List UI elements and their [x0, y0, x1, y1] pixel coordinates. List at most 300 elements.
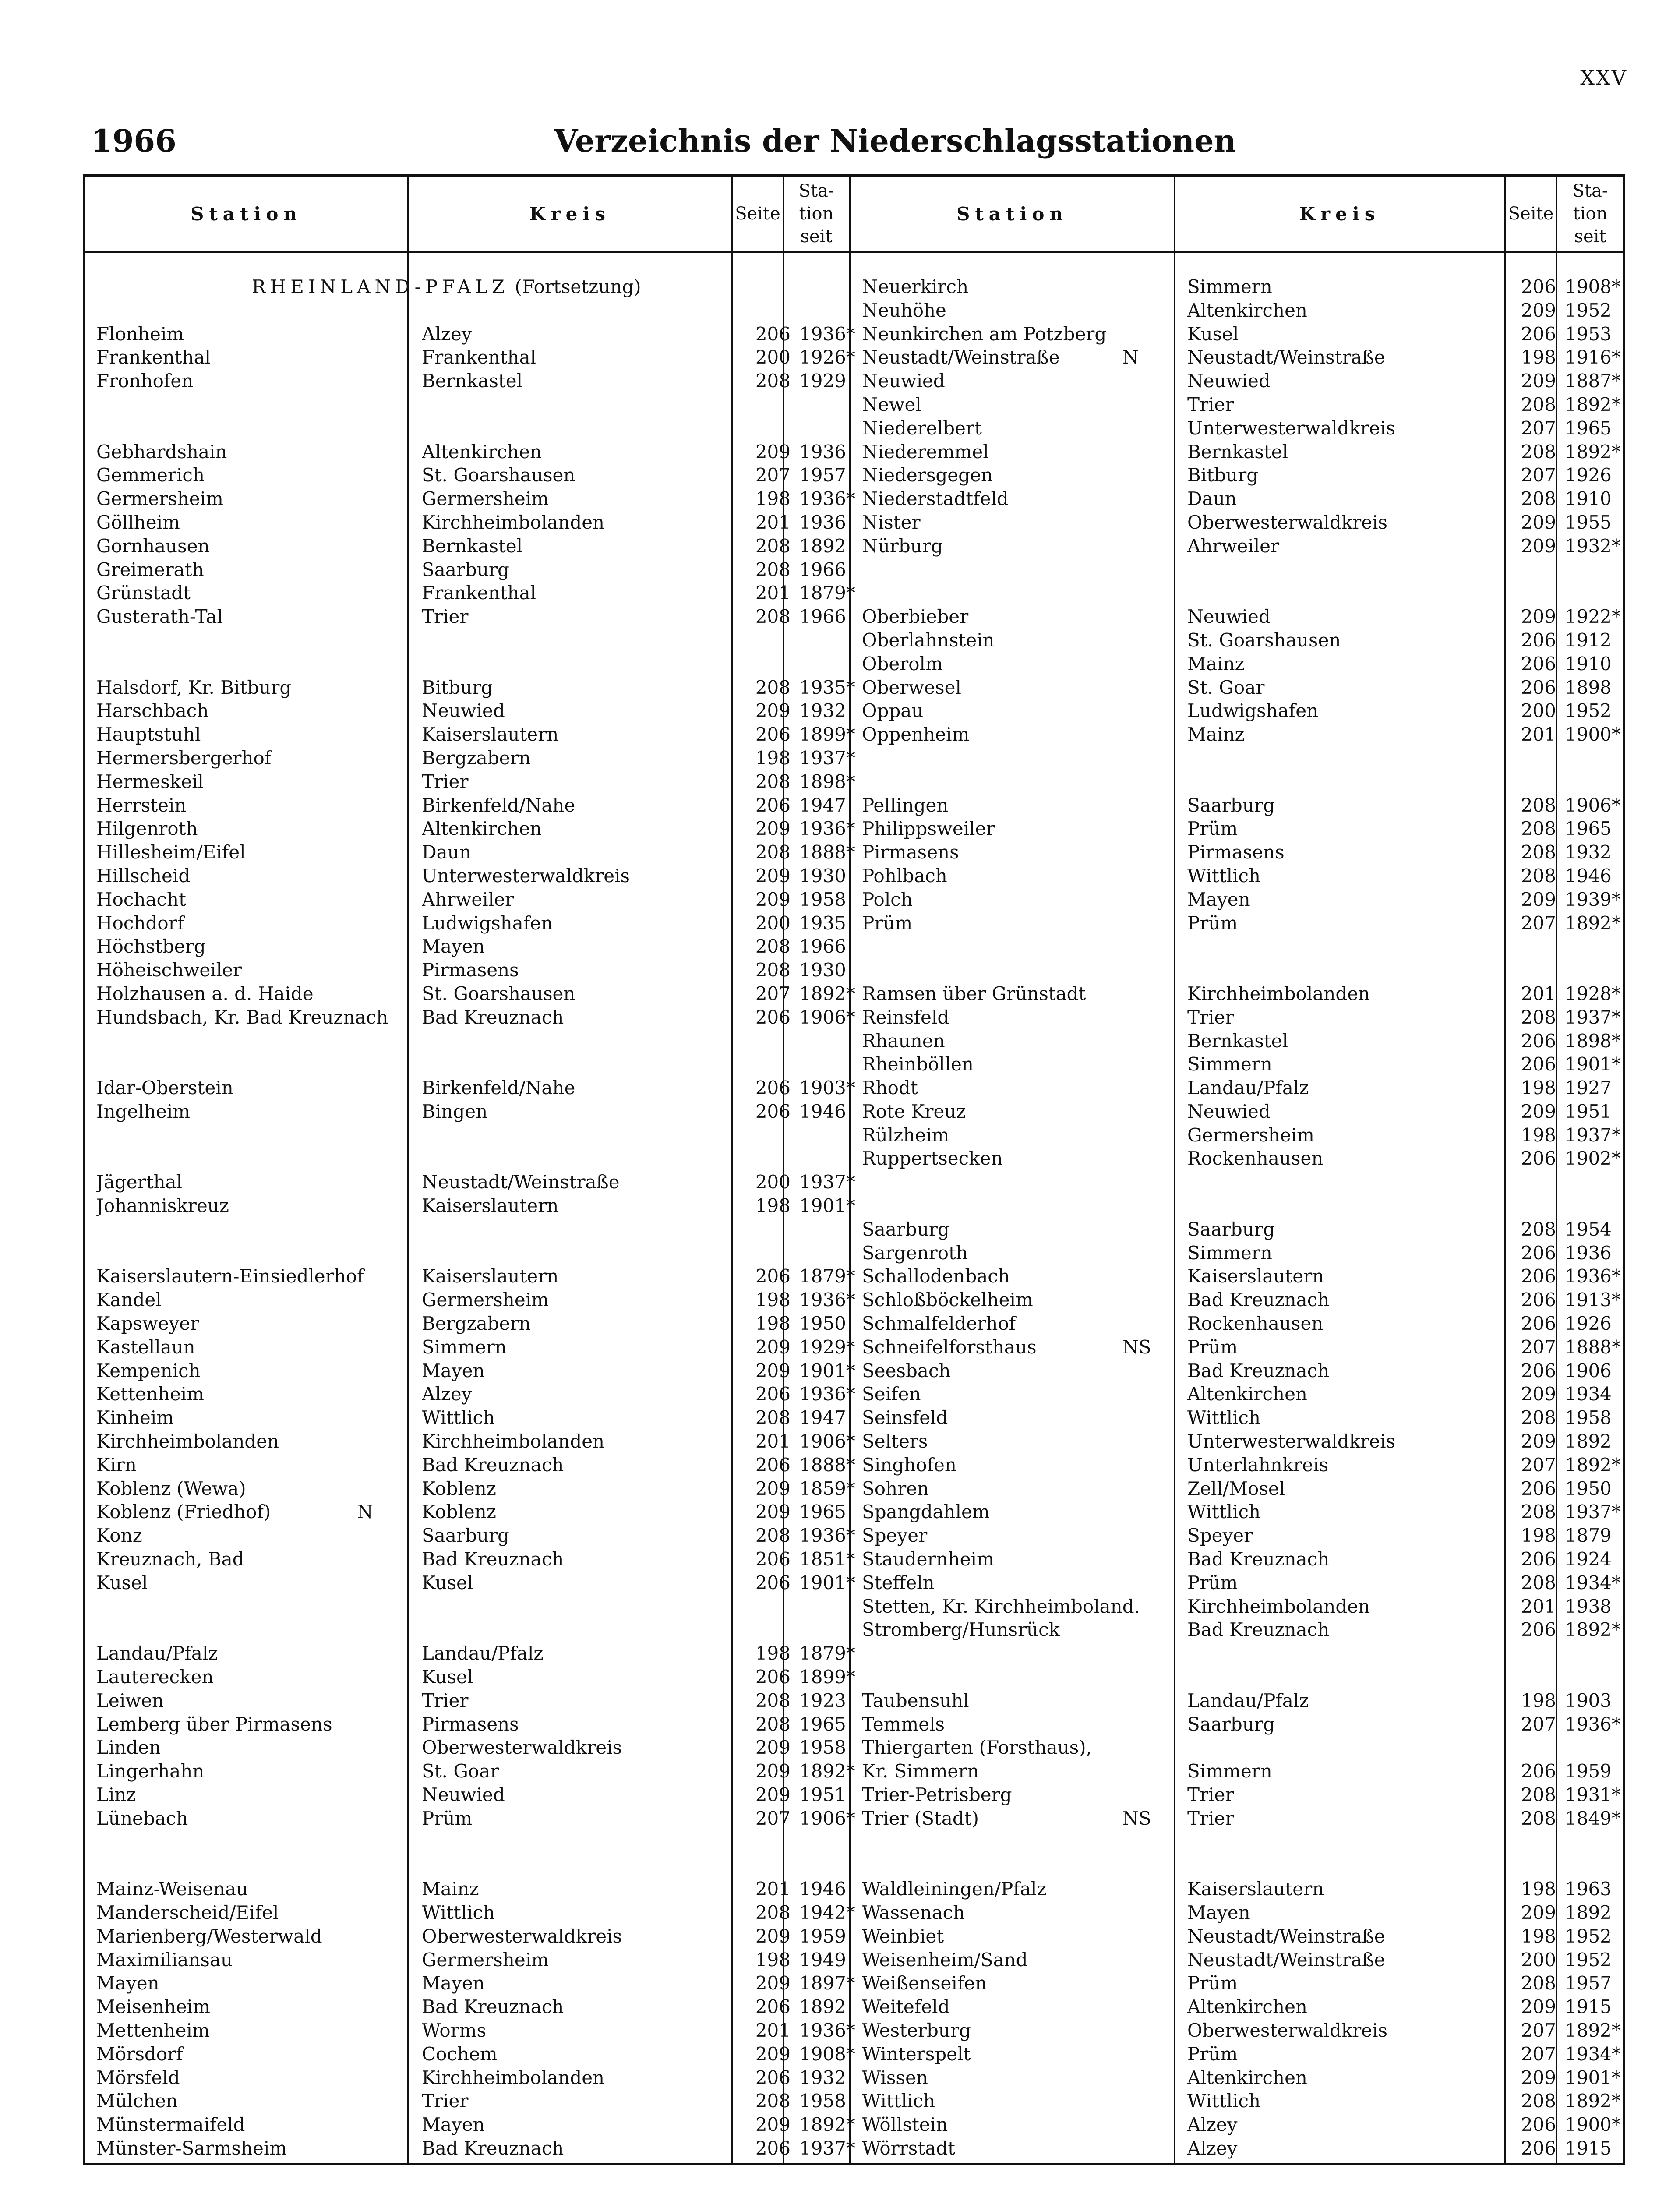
kreis-cell: Kirchheimbolanden [1187, 982, 1370, 1004]
since-cell: 1928* [1565, 982, 1621, 1004]
seite-cell: 206 [755, 1383, 791, 1405]
spacer-row [851, 1170, 1624, 1194]
since-cell: 1892* [799, 982, 855, 1004]
station-cell: Mörsdorf [96, 2043, 183, 2065]
since-cell: 1924 [1565, 1548, 1612, 1570]
kreis-cell: Prüm [1187, 1972, 1238, 1994]
table-row [851, 1218, 1624, 1241]
table-row [85, 1382, 855, 1406]
seite-cell: 207 [1521, 1713, 1556, 1735]
station-cell: Münster-Sarmsheim [96, 2137, 287, 2159]
station-cell: Seesbach [862, 1360, 951, 1381]
table-row [85, 1547, 855, 1571]
since-cell: 1958 [799, 1737, 846, 1759]
kreis-cell: Ahrweiler [1187, 535, 1280, 557]
since-cell: 1936* [799, 1289, 855, 1311]
station-cell: Münstermaifeld [96, 2114, 245, 2136]
station-cell: Leiwen [96, 1689, 164, 1711]
since-cell: 1959 [799, 1925, 846, 1947]
since-cell: 1957 [1565, 1972, 1612, 1994]
kreis-cell: Saarburg [422, 1525, 509, 1547]
seite-cell: 198 [1521, 346, 1556, 368]
table-row [851, 629, 1624, 652]
kreis-cell: Kirchheimbolanden [422, 2066, 605, 2088]
seite-cell: 208 [755, 959, 791, 981]
station-cell: Rote Kreuz [862, 1100, 966, 1122]
since-cell: 1926* [799, 346, 855, 368]
table-row [851, 1759, 1624, 1783]
seite-cell: 207 [1521, 2019, 1556, 2041]
spacer-row [851, 581, 1624, 605]
seite-cell: 208 [755, 535, 791, 557]
header-station-seit: Sta- tion seit [798, 181, 834, 247]
since-cell: 1851* [799, 1548, 855, 1570]
header-station: Station [191, 203, 302, 225]
table-row [851, 1948, 1624, 1972]
seite-cell: 198 [755, 1195, 791, 1217]
seite-cell: 209 [755, 1501, 791, 1523]
station-cell: Kr. Simmern [862, 1760, 979, 1782]
seite-cell: 201 [1521, 724, 1556, 745]
seite-cell: 208 [1521, 794, 1556, 816]
since-cell: 1932 [799, 700, 846, 722]
table-row [85, 1524, 855, 1547]
table-row [85, 369, 849, 393]
table-row [85, 911, 849, 935]
table-row [851, 1123, 1624, 1147]
station-cell: Ruppertsecken [862, 1148, 1003, 1169]
table-row [85, 322, 855, 346]
since-cell: 1888* [1565, 1336, 1621, 1358]
kreis-cell: Kaiserslautern [422, 1195, 559, 1217]
seite-cell: 209 [755, 700, 791, 722]
kreis-cell: Pirmasens [1187, 841, 1285, 863]
table-row [851, 2019, 1624, 2042]
station-cell: Weitefeld [862, 1996, 950, 2018]
since-cell: 1926 [1565, 464, 1612, 486]
station-cell: Koblenz (Wewa) [96, 1477, 246, 1499]
station-cell: Marienberg/Westerwald [96, 1925, 322, 1947]
station-cell: Landau/Pfalz [96, 1642, 218, 1664]
seite-cell: 209 [755, 1925, 791, 1947]
spacer-row [851, 746, 1624, 770]
kreis-cell: Kirchheimbolanden [422, 511, 605, 533]
page-number: XXV [1580, 66, 1627, 89]
kreis-cell: Mainz [1187, 653, 1245, 675]
station-cell: Lauterecken [96, 1666, 214, 1688]
since-cell: 1949 [799, 1949, 846, 1971]
table-row [851, 1971, 1624, 1995]
kreis-cell: Wittlich [422, 1901, 495, 1923]
kreis-cell: Kusel [422, 1666, 473, 1688]
kreis-cell: Simmern [1187, 1760, 1272, 1782]
station-mark: NS [1122, 1336, 1151, 1358]
seite-cell: 209 [1521, 370, 1556, 392]
spacer-row [85, 652, 849, 676]
since-cell: 1892* [1565, 2019, 1621, 2041]
station-cell: Weisenheim/Sand [862, 1949, 1028, 1971]
table-row [85, 958, 849, 982]
table-row [851, 417, 1624, 440]
table-row [85, 699, 849, 723]
table-row [85, 2019, 855, 2042]
station-cell: Lünebach [96, 1807, 188, 1829]
kreis-cell: Altenkirchen [1187, 299, 1307, 321]
table-row [851, 1877, 1624, 1901]
since-cell: 1892* [1565, 912, 1621, 934]
since-cell: 1898* [1565, 1030, 1621, 1052]
seite-cell: 208 [1521, 1572, 1556, 1593]
station-cell: Niederstadtfeld [862, 488, 1009, 510]
since-cell: 1936* [799, 2019, 855, 2041]
kreis-cell: Saarburg [1187, 1713, 1275, 1735]
seite-cell: 209 [1521, 535, 1556, 557]
station-cell: Hauptstuhl [96, 724, 201, 745]
kreis-cell: Bad Kreuznach [422, 1996, 564, 2018]
since-cell: 1900* [1565, 724, 1621, 745]
since-cell: 1901* [799, 1572, 855, 1593]
spacer-row [85, 393, 849, 417]
table-row [851, 1430, 1624, 1453]
spacer-row [851, 1665, 1624, 1689]
kreis-cell: Trier [422, 1689, 469, 1711]
kreis-cell: Altenkirchen [1187, 2066, 1307, 2088]
since-cell: 1898 [1565, 676, 1612, 698]
kreis-cell: Bad Kreuznach [422, 1548, 564, 1570]
table-row [851, 1995, 1624, 2019]
station-cell: Göllheim [96, 511, 180, 533]
spacer-row [85, 1147, 849, 1170]
seite-cell: 207 [1521, 417, 1556, 439]
seite-cell: 208 [1521, 1407, 1556, 1429]
station-cell: Neustadt/Weinstraße [862, 346, 1060, 368]
seite-cell: 206 [1521, 1360, 1556, 1381]
station-cell: Polch [862, 888, 913, 910]
table-row [851, 1571, 1624, 1595]
station-cell: Kapsweyer [96, 1313, 199, 1335]
seite-cell: 201 [755, 1431, 791, 1452]
since-cell: 1935* [799, 676, 855, 698]
spacer-row [851, 558, 1624, 582]
seite-cell: 207 [755, 1807, 791, 1829]
table-row [85, 1925, 849, 1948]
seite-cell: 206 [755, 724, 791, 745]
station-cell: Mörsfeld [96, 2066, 180, 2088]
since-cell: 1906* [799, 1807, 855, 1829]
seite-cell: 200 [1521, 700, 1556, 722]
kreis-cell: Unterwesterwaldkreis [1187, 1431, 1396, 1452]
since-cell: 1934* [1565, 1572, 1621, 1593]
since-cell: 1937* [1565, 1124, 1621, 1146]
station-cell: Hochdorf [96, 912, 184, 934]
seite-cell: 206 [1521, 1265, 1556, 1287]
since-cell: 1892 [1565, 1431, 1612, 1452]
table-row [85, 1642, 855, 1665]
station-cell: Idar-Oberstein [96, 1077, 233, 1099]
seite-cell: 209 [1521, 2066, 1556, 2088]
seite-cell: 206 [755, 2137, 791, 2159]
station-cell: Gornhausen [96, 535, 210, 557]
since-cell: 1937* [799, 2137, 855, 2159]
table-row [851, 1453, 1624, 1477]
kreis-cell: Neustadt/Weinstraße [422, 1171, 620, 1193]
header-station-seit: Sta- tion seit [1572, 181, 1608, 247]
seite-cell: 208 [1521, 818, 1556, 840]
kreis-cell: Oberwesterwaldkreis [1187, 2019, 1388, 2041]
table-row [851, 1618, 1624, 1642]
kreis-cell: Cochem [422, 2043, 498, 2065]
kreis-cell: Worms [422, 2019, 487, 2041]
station-cell: Oberbieber [862, 606, 969, 628]
year-heading: 1966 [91, 123, 176, 159]
table-row [85, 605, 849, 629]
table-row [851, 2113, 1624, 2137]
table-row [85, 1713, 849, 1736]
spacer-row [851, 1194, 1624, 1218]
since-cell: 1936 [799, 511, 846, 533]
header-seite: Seite [1508, 204, 1554, 224]
table-row [85, 746, 855, 770]
table-row [851, 1288, 1624, 1312]
seite-cell: 206 [755, 1006, 791, 1028]
table-row [851, 605, 1624, 629]
station-cell: Philippsweiler [862, 818, 995, 840]
station-cell: Neuhöhe [862, 299, 946, 321]
table-row [851, 1406, 1624, 1430]
kreis-cell: Alzey [422, 1383, 472, 1405]
since-cell: 1879* [799, 1642, 855, 1664]
table-row [85, 1430, 855, 1453]
kreis-cell: Unterwesterwaldkreis [422, 865, 630, 887]
table-row [85, 581, 855, 605]
since-cell: 1952 [1565, 1925, 1612, 1947]
header-kreis: Kreis [529, 203, 611, 225]
seite-cell: 206 [755, 1100, 791, 1122]
table-row [851, 676, 1624, 699]
since-cell: 1965 [1565, 417, 1612, 439]
since-cell: 1952 [1565, 1949, 1612, 1971]
table-row [851, 299, 1624, 322]
station-cell: Stromberg/Hunsrück [862, 1619, 1060, 1641]
station-cell: Kirn [96, 1454, 137, 1476]
table-row [85, 982, 855, 1006]
since-cell: 1952 [1565, 299, 1612, 321]
seite-cell: 208 [755, 1713, 791, 1735]
since-cell: 1906* [1565, 794, 1621, 816]
station-cell: Newel [862, 393, 921, 415]
seite-cell: 207 [1521, 2043, 1556, 2065]
seite-cell: 208 [755, 1525, 791, 1547]
since-cell: 1926 [1565, 1313, 1612, 1335]
kreis-cell: Mainz [422, 1878, 479, 1900]
station-cell: Ramsen über Grünstadt [862, 982, 1086, 1004]
since-cell: 1898* [799, 770, 855, 792]
since-cell: 1950 [1565, 1477, 1612, 1499]
kreis-cell: Mayen [422, 1972, 485, 1994]
station-cell: Mettenheim [96, 2019, 210, 2041]
seite-cell: 208 [755, 1901, 791, 1923]
seite-cell: 201 [755, 2019, 791, 2041]
since-cell: 1892* [1565, 393, 1621, 415]
table-row [85, 511, 849, 534]
station-cell: Linden [96, 1737, 161, 1759]
seite-cell: 209 [1521, 1383, 1556, 1405]
table-row [851, 699, 1624, 723]
table-row [851, 275, 1624, 299]
kreis-cell: Neuwied [1187, 370, 1271, 392]
table-row [85, 1971, 855, 1995]
table-row [85, 676, 855, 699]
seite-cell: 208 [1521, 1006, 1556, 1028]
kreis-cell: Wittlich [1187, 2090, 1261, 2112]
table-row [851, 511, 1624, 534]
kreis-cell: Daun [422, 841, 471, 863]
seite-cell: 208 [755, 370, 791, 392]
seite-cell: 209 [755, 1760, 791, 1782]
table-row [85, 1807, 855, 1830]
station-cell: Halsdorf, Kr. Bitburg [96, 676, 292, 698]
since-cell: 1930 [799, 865, 846, 887]
station-table [83, 174, 1625, 2165]
since-cell: 1947 [799, 1407, 846, 1429]
since-cell: 1899* [799, 724, 855, 745]
kreis-cell: Wittlich [1187, 865, 1261, 887]
table-row [851, 1335, 1624, 1359]
kreis-cell: Simmern [422, 1336, 507, 1358]
kreis-cell: St. Goarshausen [422, 464, 575, 486]
station-cell: Hillesheim/Eifel [96, 841, 246, 863]
seite-cell: 198 [755, 1949, 791, 1971]
kreis-cell: Birkenfeld/Nahe [422, 1077, 575, 1099]
kreis-cell: Trier [1187, 1006, 1234, 1028]
kreis-cell: St. Goar [1187, 676, 1265, 698]
table-row [851, 440, 1624, 464]
kreis-cell: Trier [1187, 393, 1234, 415]
kreis-cell: Trier [422, 606, 469, 628]
station-cell: Oppau [862, 700, 924, 722]
station-cell: Thiergarten (Forsthaus), [862, 1737, 1092, 1759]
seite-cell: 198 [755, 488, 791, 510]
table-row [85, 1901, 855, 1925]
station-cell: Höheischweiler [96, 959, 242, 981]
station-cell: Seinsfeld [862, 1407, 948, 1429]
since-cell: 1950 [799, 1313, 846, 1335]
station-cell: Rülzheim [862, 1124, 949, 1146]
seite-cell: 206 [755, 323, 791, 345]
seite-cell: 206 [755, 2066, 791, 2088]
kreis-cell: Altenkirchen [1187, 1996, 1307, 2018]
station-mark: NS [1122, 1807, 1151, 1829]
since-cell: 1965 [799, 1501, 846, 1523]
kreis-cell: Wittlich [1187, 1501, 1261, 1523]
table-row [851, 911, 1624, 935]
seite-cell: 209 [1521, 1431, 1556, 1452]
since-cell: 1963 [1565, 1878, 1612, 1900]
kreis-cell: Prüm [422, 1807, 473, 1829]
since-cell: 1903 [1565, 1689, 1612, 1711]
right-column [851, 275, 1624, 2160]
seite-cell: 206 [1521, 1619, 1556, 1641]
seite-cell: 209 [755, 888, 791, 910]
seite-cell: 206 [1521, 1289, 1556, 1311]
seite-cell: 200 [755, 1171, 791, 1193]
since-cell: 1966 [799, 558, 846, 580]
station-cell: Hermersbergerhof [96, 747, 272, 769]
since-cell: 1946 [799, 1878, 846, 1900]
seite-cell: 208 [1521, 865, 1556, 887]
station-cell: Jägerthal [96, 1171, 183, 1193]
kreis-cell: Bernkastel [422, 370, 523, 392]
table-row [85, 1335, 855, 1359]
station-cell: Trier (Stadt) [862, 1807, 979, 1829]
since-cell: 1937* [1565, 1501, 1621, 1523]
seite-cell: 206 [1521, 1313, 1556, 1335]
seite-cell: 206 [755, 1548, 791, 1570]
seite-cell: 198 [1521, 1525, 1556, 1547]
table-row [851, 841, 1624, 864]
station-cell: Pellingen [862, 794, 949, 816]
table-row [851, 1477, 1624, 1501]
table-row [85, 841, 855, 864]
table-row [85, 487, 855, 511]
table-row [85, 1406, 849, 1430]
seite-cell: 201 [755, 1878, 791, 1900]
kreis-cell: Mainz [1187, 724, 1245, 745]
station-cell: Pirmasens [862, 841, 959, 863]
seite-cell: 206 [755, 1265, 791, 1287]
kreis-cell: Bad Kreuznach [1187, 1619, 1330, 1641]
kreis-cell: Koblenz [422, 1477, 496, 1499]
kreis-cell: Neustadt/Weinstraße [1187, 1925, 1385, 1947]
seite-cell: 208 [755, 558, 791, 580]
kreis-cell: Wittlich [1187, 1407, 1261, 1429]
seite-cell: 206 [755, 1077, 791, 1099]
table-row [851, 817, 1624, 841]
kreis-cell: Trier [1187, 1784, 1234, 1805]
seite-cell: 206 [1521, 629, 1556, 651]
kreis-cell: Landau/Pfalz [1187, 1689, 1309, 1711]
header-seite: Seite [735, 204, 780, 224]
seite-cell: 198 [755, 747, 791, 769]
seite-cell: 208 [755, 676, 791, 698]
table-row [851, 1053, 1624, 1076]
since-cell: 1936* [799, 1525, 855, 1547]
kreis-cell: Wittlich [422, 1407, 495, 1429]
since-cell: 1910 [1565, 653, 1612, 675]
seite-cell: 209 [755, 1784, 791, 1805]
station-cell: Sohren [862, 1477, 929, 1499]
table-row [85, 1265, 855, 1288]
kreis-cell: Alzey [422, 323, 472, 345]
seite-cell: 206 [755, 1996, 791, 2018]
kreis-cell: Simmern [1187, 1242, 1272, 1264]
since-cell: 1939* [1565, 888, 1621, 910]
kreis-cell: Neuwied [1187, 606, 1271, 628]
station-cell: Maximiliansau [96, 1949, 233, 1971]
station-cell: Flonheim [96, 323, 184, 345]
seite-cell: 206 [755, 1454, 791, 1476]
station-cell: Kusel [96, 1572, 148, 1593]
since-cell: 1910 [1565, 488, 1612, 510]
kreis-cell: Bad Kreuznach [1187, 1548, 1330, 1570]
since-cell: 1892* [1565, 441, 1621, 463]
seite-cell: 209 [1521, 299, 1556, 321]
since-cell: 1906* [799, 1431, 855, 1452]
seite-cell: 206 [755, 1666, 791, 1688]
seite-cell: 208 [755, 841, 791, 863]
since-cell: 1908* [799, 2043, 855, 2065]
since-cell: 1915 [1565, 2137, 1612, 2159]
